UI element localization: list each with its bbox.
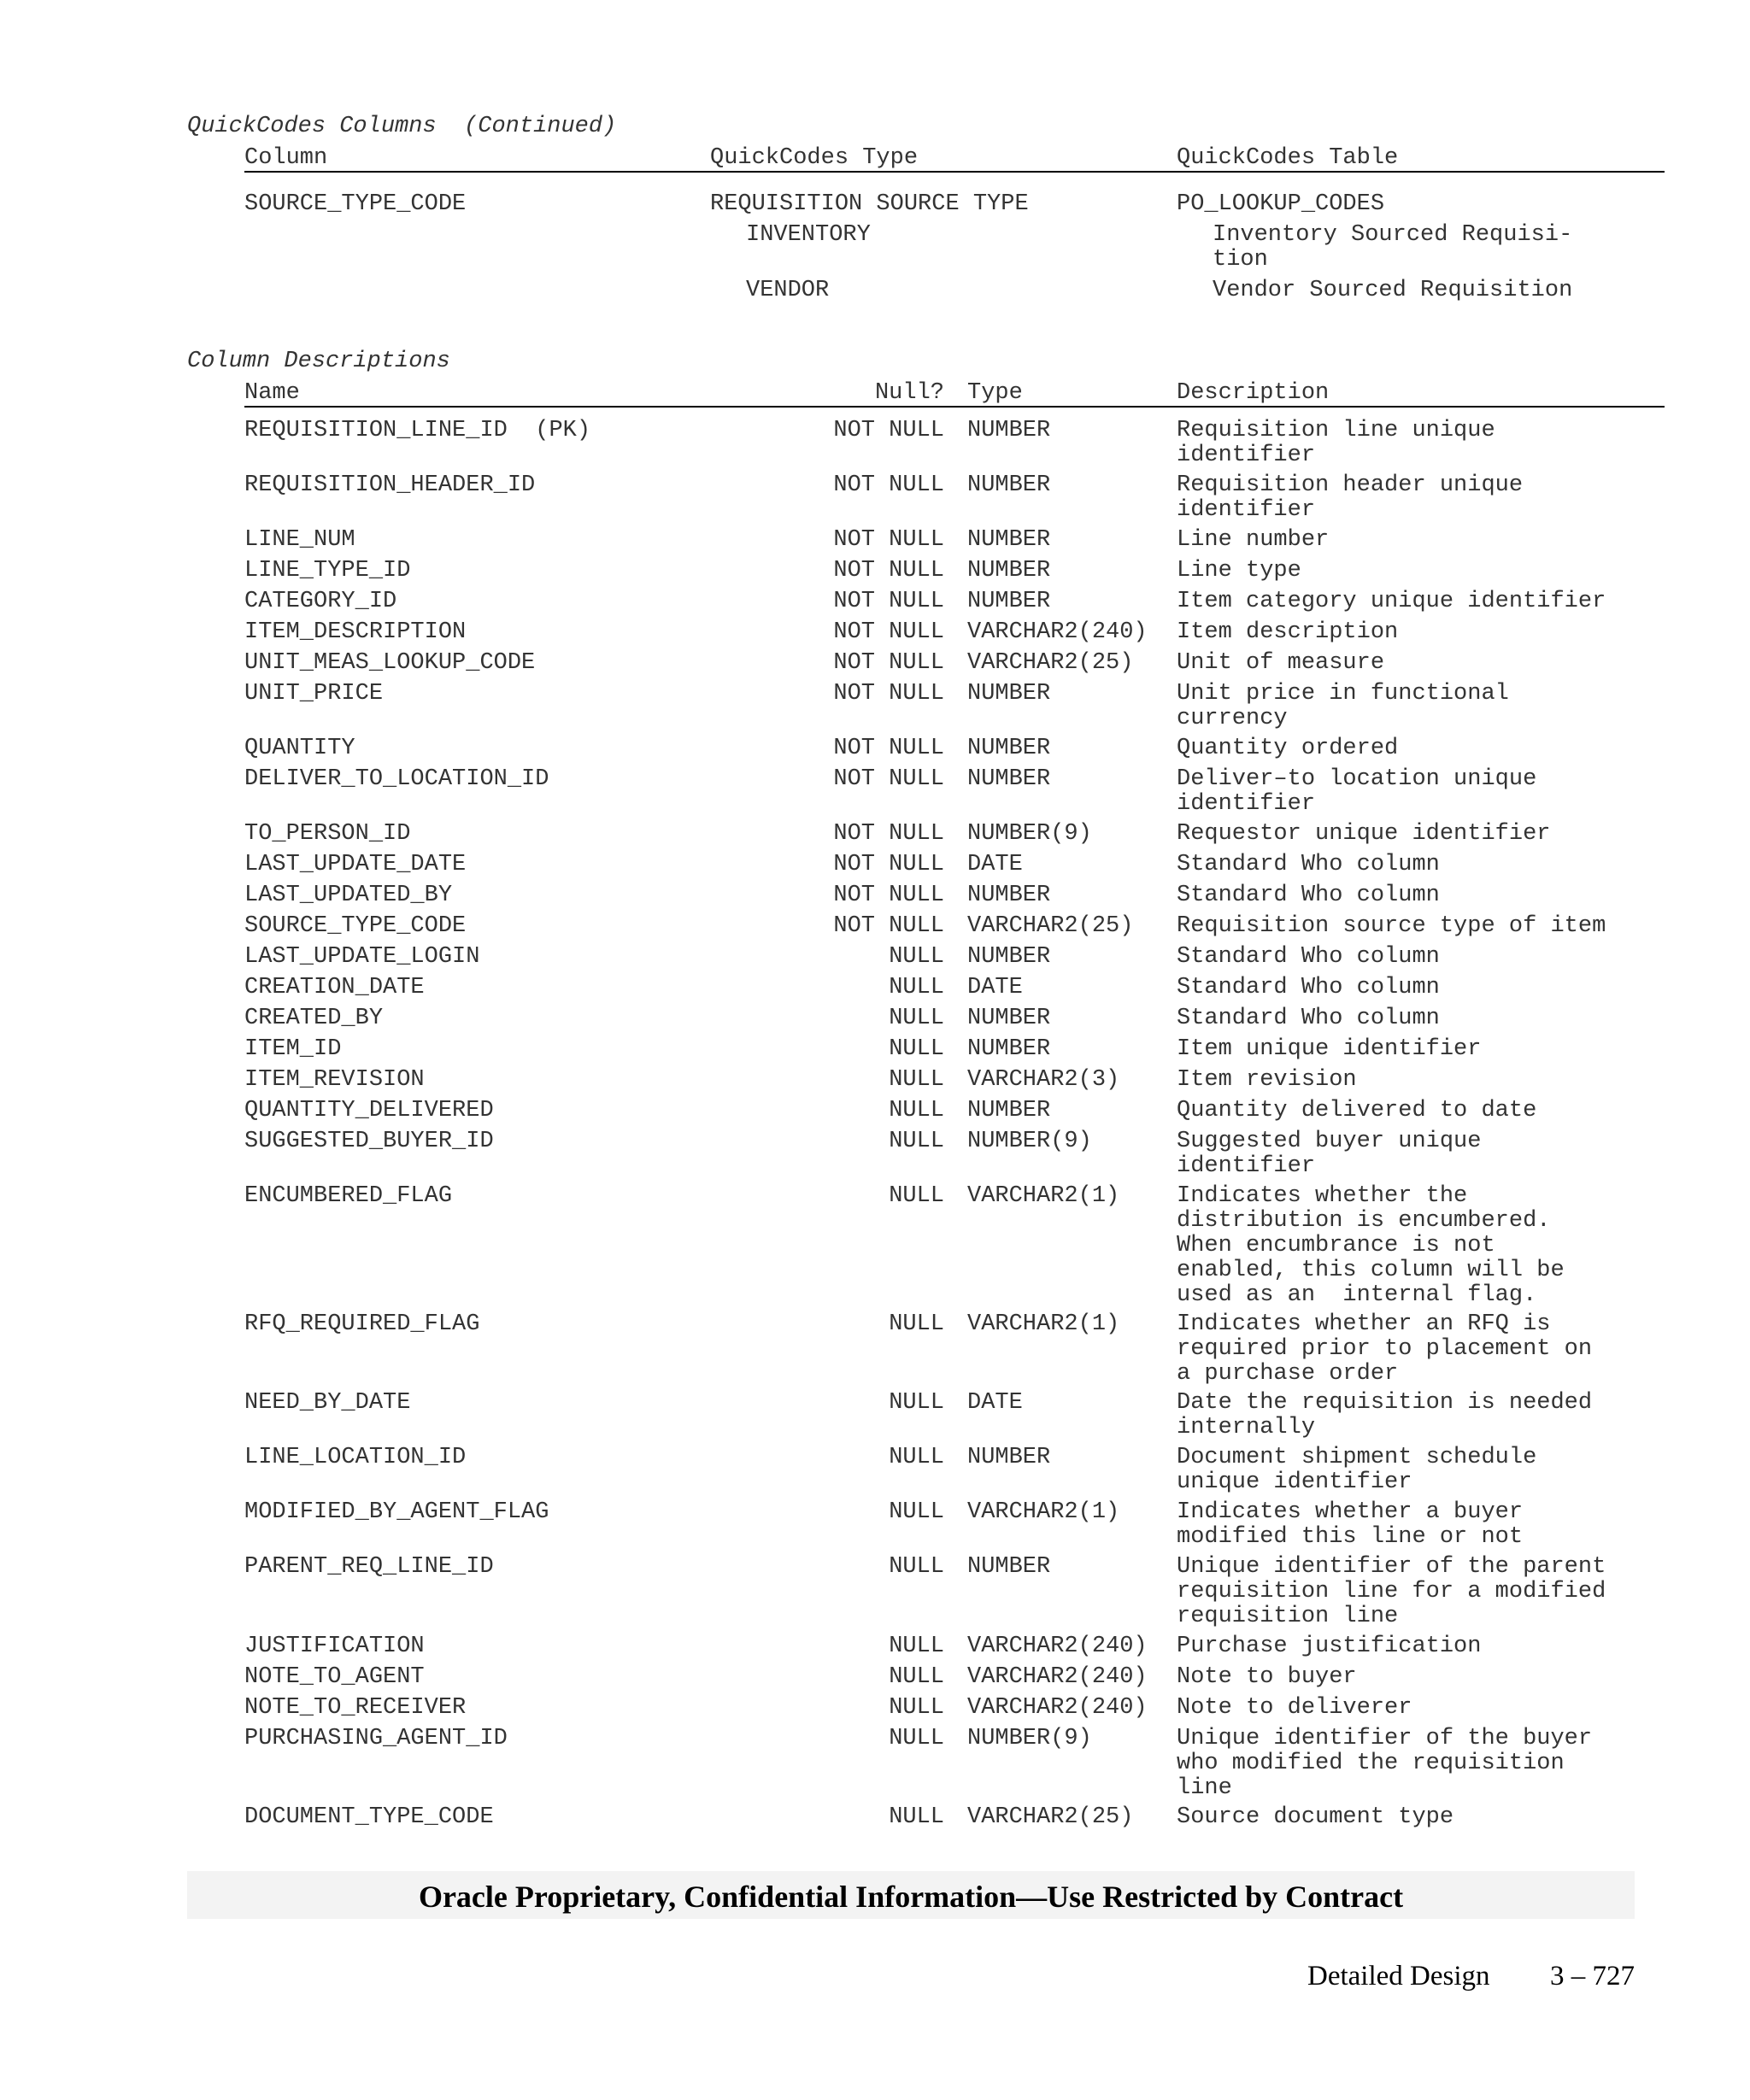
column-type: VARCHAR2(25) (967, 1804, 1134, 1830)
table-row (0, 944, 1750, 970)
table-row (0, 736, 1750, 761)
column-name: ENCUMBERED_FLAG (244, 1183, 453, 1209)
column-name: LAST_UPDATED_BY (244, 883, 453, 908)
column-type: NUMBER (967, 589, 1051, 614)
column-description: Standard Who column (1177, 944, 1440, 970)
table-row (0, 527, 1750, 553)
column-nullability: NULL (889, 1694, 944, 1721)
column-name: CREATED_BY (244, 1006, 384, 1031)
column-name: LINE_NUM (244, 527, 355, 553)
column-description: Deliver–to location unique identifier (1177, 766, 1537, 817)
table-row (0, 1311, 1750, 1387)
column-name: SUGGESTED_BUYER_ID (244, 1129, 494, 1154)
column-name: DELIVER_TO_LOCATION_ID (244, 766, 549, 792)
column-description: Standard Who column (1177, 1006, 1440, 1031)
column-name: REQUISITION_HEADER_ID (244, 472, 536, 498)
column-description: Indicates whether a buyer modified this line or not (1177, 1499, 1524, 1550)
column-description: Line number (1177, 527, 1330, 553)
column-nullability: NULL (889, 1725, 944, 1751)
column-type: NUMBER (967, 1445, 1051, 1470)
column-nullability: NULL (889, 1098, 944, 1123)
column-description: Item revision (1177, 1067, 1357, 1093)
table-row (0, 1633, 1750, 1659)
table-row (0, 1129, 1750, 1179)
column-type: DATE (967, 852, 1023, 877)
table-row (0, 883, 1750, 908)
table-row (0, 1499, 1750, 1550)
column-nullability: NULL (889, 1554, 944, 1580)
column-name: REQUISITION_LINE_ID (PK) (244, 418, 591, 443)
column-type: NUMBER (967, 472, 1051, 498)
column-nullability: NOT NULL (833, 619, 944, 645)
column-description: Line type (1177, 558, 1301, 584)
col-header-null: Null? (874, 380, 944, 406)
col-header-description: Description (1177, 380, 1330, 406)
column-nullability: NOT NULL (833, 883, 944, 908)
table-row (0, 1183, 1750, 1308)
column-nullability: NOT NULL (833, 681, 944, 707)
column-name: ITEM_ID (244, 1036, 342, 1062)
qc-value-code: INVENTORY (746, 222, 871, 248)
column-nullability: NOT NULL (833, 650, 944, 676)
column-name: LAST_UPDATE_DATE (244, 852, 467, 877)
column-description: Indicates whether the distribution is encumbered. When encumbrance is not enabled, this column will be used as an internal flag. (1177, 1183, 1565, 1308)
table-row (0, 1006, 1750, 1031)
column-type: VARCHAR2(240) (967, 1663, 1148, 1690)
column-name: UNIT_MEAS_LOOKUP_CODE (244, 650, 536, 676)
qc-column-name: SOURCE_TYPE_CODE (244, 191, 467, 217)
column-nullability: NULL (889, 1633, 944, 1659)
column-type: VARCHAR2(240) (967, 1633, 1148, 1659)
column-description: Note to buyer (1177, 1663, 1357, 1690)
column-description: Quantity delivered to date (1177, 1098, 1537, 1123)
table-row (0, 472, 1750, 523)
column-type: VARCHAR2(1) (967, 1311, 1120, 1337)
column-name: PURCHASING_AGENT_ID (244, 1725, 508, 1751)
footer-page-number: 3 – 727 (1550, 1961, 1635, 1991)
column-name: SOURCE_TYPE_CODE (244, 913, 467, 939)
column-nullability: NULL (889, 1006, 944, 1031)
column-description: Item category unique identifier (1177, 589, 1606, 614)
table-row (0, 558, 1750, 584)
table-row (0, 821, 1750, 847)
column-description: Standard Who column (1177, 852, 1440, 877)
column-name: NOTE_TO_RECEIVER (244, 1694, 467, 1721)
column-type: NUMBER (967, 1098, 1051, 1123)
column-name: UNIT_PRICE (244, 681, 384, 707)
column-description: Suggested buyer unique identifier (1177, 1129, 1482, 1179)
qc-value-meaning: Vendor Sourced Requisition (1213, 278, 1573, 303)
column-nullability: NULL (889, 975, 944, 1000)
column-nullability: NOT NULL (833, 852, 944, 877)
column-description: Requisition source type of item (1177, 913, 1606, 939)
column-type: VARCHAR2(1) (967, 1183, 1120, 1209)
qc-header-column: Column (244, 145, 328, 171)
column-description: Purchase justification (1177, 1633, 1482, 1659)
table-row (0, 1036, 1750, 1062)
column-type: DATE (967, 1390, 1023, 1416)
column-name: ITEM_REVISION (244, 1067, 425, 1093)
column-nullability: NULL (889, 1804, 944, 1830)
column-description: Date the requisition is needed internally (1177, 1390, 1593, 1440)
column-name: RFQ_REQUIRED_FLAG (244, 1311, 480, 1337)
column-description: Document shipment schedule unique identifier (1177, 1445, 1537, 1495)
column-nullability: NULL (889, 1129, 944, 1154)
column-nullability: NOT NULL (833, 736, 944, 761)
column-type: NUMBER (967, 766, 1051, 792)
column-type: NUMBER (967, 418, 1051, 443)
col-header-rule (244, 406, 1665, 408)
column-nullability: NOT NULL (833, 589, 944, 614)
table-row (0, 1067, 1750, 1093)
table-row (0, 619, 1750, 645)
column-name: CREATION_DATE (244, 975, 425, 1000)
qc-table-name: PO_LOOKUP_CODES (1177, 191, 1385, 217)
column-description: Note to deliverer (1177, 1694, 1412, 1721)
column-name: LINE_TYPE_ID (244, 558, 411, 584)
column-type: VARCHAR2(25) (967, 650, 1134, 676)
table-row (0, 1098, 1750, 1123)
column-type: VARCHAR2(240) (967, 1694, 1148, 1721)
col-header-name: Name (244, 380, 300, 406)
column-name: PARENT_REQ_LINE_ID (244, 1554, 494, 1580)
column-descriptions-title: Column Descriptions (187, 349, 450, 374)
column-type: NUMBER (967, 1006, 1051, 1031)
column-name: QUANTITY (244, 736, 355, 761)
table-row (0, 681, 1750, 731)
column-type: NUMBER (967, 883, 1051, 908)
column-type: NUMBER(9) (967, 1725, 1092, 1751)
column-description: Unique identifier of the buyer who modified the requisition line (1177, 1725, 1593, 1801)
column-nullability: NULL (889, 1311, 944, 1337)
table-row (0, 1390, 1750, 1440)
confidential-banner (187, 1871, 1635, 1919)
column-type: NUMBER (967, 527, 1051, 553)
column-description: Unit price in functional currency (1177, 681, 1509, 731)
column-nullability: NULL (889, 1390, 944, 1416)
column-type: VARCHAR2(1) (967, 1499, 1120, 1525)
table-row (0, 975, 1750, 1000)
column-description: Item description (1177, 619, 1399, 645)
column-nullability: NULL (889, 944, 944, 970)
table-row (0, 1804, 1750, 1830)
table-row (0, 913, 1750, 939)
column-nullability: NULL (889, 1036, 944, 1062)
column-name: QUANTITY_DELIVERED (244, 1098, 494, 1123)
column-name: CATEGORY_ID (244, 589, 397, 614)
column-name: TO_PERSON_ID (244, 821, 411, 847)
col-header-type: Type (967, 380, 1023, 406)
column-type: NUMBER (967, 736, 1051, 761)
table-row (0, 1663, 1750, 1690)
column-description: Indicates whether an RFQ is required prior to placement on a purchase order (1177, 1311, 1593, 1387)
qc-header-table: QuickCodes Table (1177, 145, 1399, 171)
column-nullability: NOT NULL (833, 766, 944, 792)
column-nullability: NOT NULL (833, 558, 944, 584)
column-nullability: NULL (889, 1183, 944, 1209)
column-nullability: NOT NULL (833, 527, 944, 553)
column-name: NEED_BY_DATE (244, 1390, 411, 1416)
column-nullability: NULL (889, 1663, 944, 1690)
column-name: NOTE_TO_AGENT (244, 1663, 425, 1690)
column-nullability: NULL (889, 1067, 944, 1093)
column-description: Item unique identifier (1177, 1036, 1482, 1062)
table-row (0, 1554, 1750, 1629)
column-name: LINE_LOCATION_ID (244, 1445, 467, 1470)
qc-type-name: REQUISITION SOURCE TYPE (710, 191, 1029, 217)
column-type: DATE (967, 975, 1023, 1000)
column-description: Unique identifier of the parent requisition line for a modified requisition line (1177, 1554, 1606, 1629)
column-name: MODIFIED_BY_AGENT_FLAG (244, 1499, 549, 1525)
column-type: NUMBER (967, 1554, 1051, 1580)
column-description: Standard Who column (1177, 975, 1440, 1000)
column-type: NUMBER(9) (967, 1129, 1092, 1154)
table-row (0, 650, 1750, 676)
column-description: Quantity ordered (1177, 736, 1399, 761)
table-row (0, 1725, 1750, 1801)
column-description: Requisition header unique identifier (1177, 472, 1524, 523)
footer-section: Detailed Design (1307, 1961, 1490, 1991)
table-row (0, 1694, 1750, 1721)
column-type: NUMBER (967, 944, 1051, 970)
column-type: NUMBER (967, 1036, 1051, 1062)
column-description: Unit of measure (1177, 650, 1385, 676)
qc-value-code: VENDOR (746, 278, 830, 303)
qc-header-rule (244, 171, 1665, 173)
column-description: Standard Who column (1177, 883, 1440, 908)
table-row (0, 766, 1750, 817)
column-name: DOCUMENT_TYPE_CODE (244, 1804, 494, 1830)
column-nullability: NOT NULL (833, 913, 944, 939)
column-type: NUMBER(9) (967, 821, 1092, 847)
qc-value-meaning: Inventory Sourced Requisi- tion (1213, 222, 1573, 273)
column-name: ITEM_DESCRIPTION (244, 619, 467, 645)
quickcodes-title: QuickCodes Columns (Continued) (187, 114, 617, 139)
column-nullability: NOT NULL (833, 418, 944, 443)
column-name: LAST_UPDATE_LOGIN (244, 944, 480, 970)
column-description: Requestor unique identifier (1177, 821, 1551, 847)
column-description: Source document type (1177, 1804, 1454, 1830)
column-nullability: NOT NULL (833, 472, 944, 498)
column-type: VARCHAR2(240) (967, 619, 1148, 645)
column-type: VARCHAR2(25) (967, 913, 1134, 939)
column-type: NUMBER (967, 681, 1051, 707)
column-nullability: NOT NULL (833, 821, 944, 847)
column-type: VARCHAR2(3) (967, 1067, 1120, 1093)
column-nullability: NULL (889, 1499, 944, 1525)
column-name: JUSTIFICATION (244, 1633, 425, 1659)
column-type: NUMBER (967, 558, 1051, 584)
qc-header-type: QuickCodes Type (710, 145, 919, 171)
banner-text: Oracle Proprietary, Confidential Information––Use Restricted by Contract (418, 1880, 1404, 1914)
column-description: Requisition line unique identifier (1177, 418, 1495, 468)
column-nullability: NULL (889, 1445, 944, 1470)
